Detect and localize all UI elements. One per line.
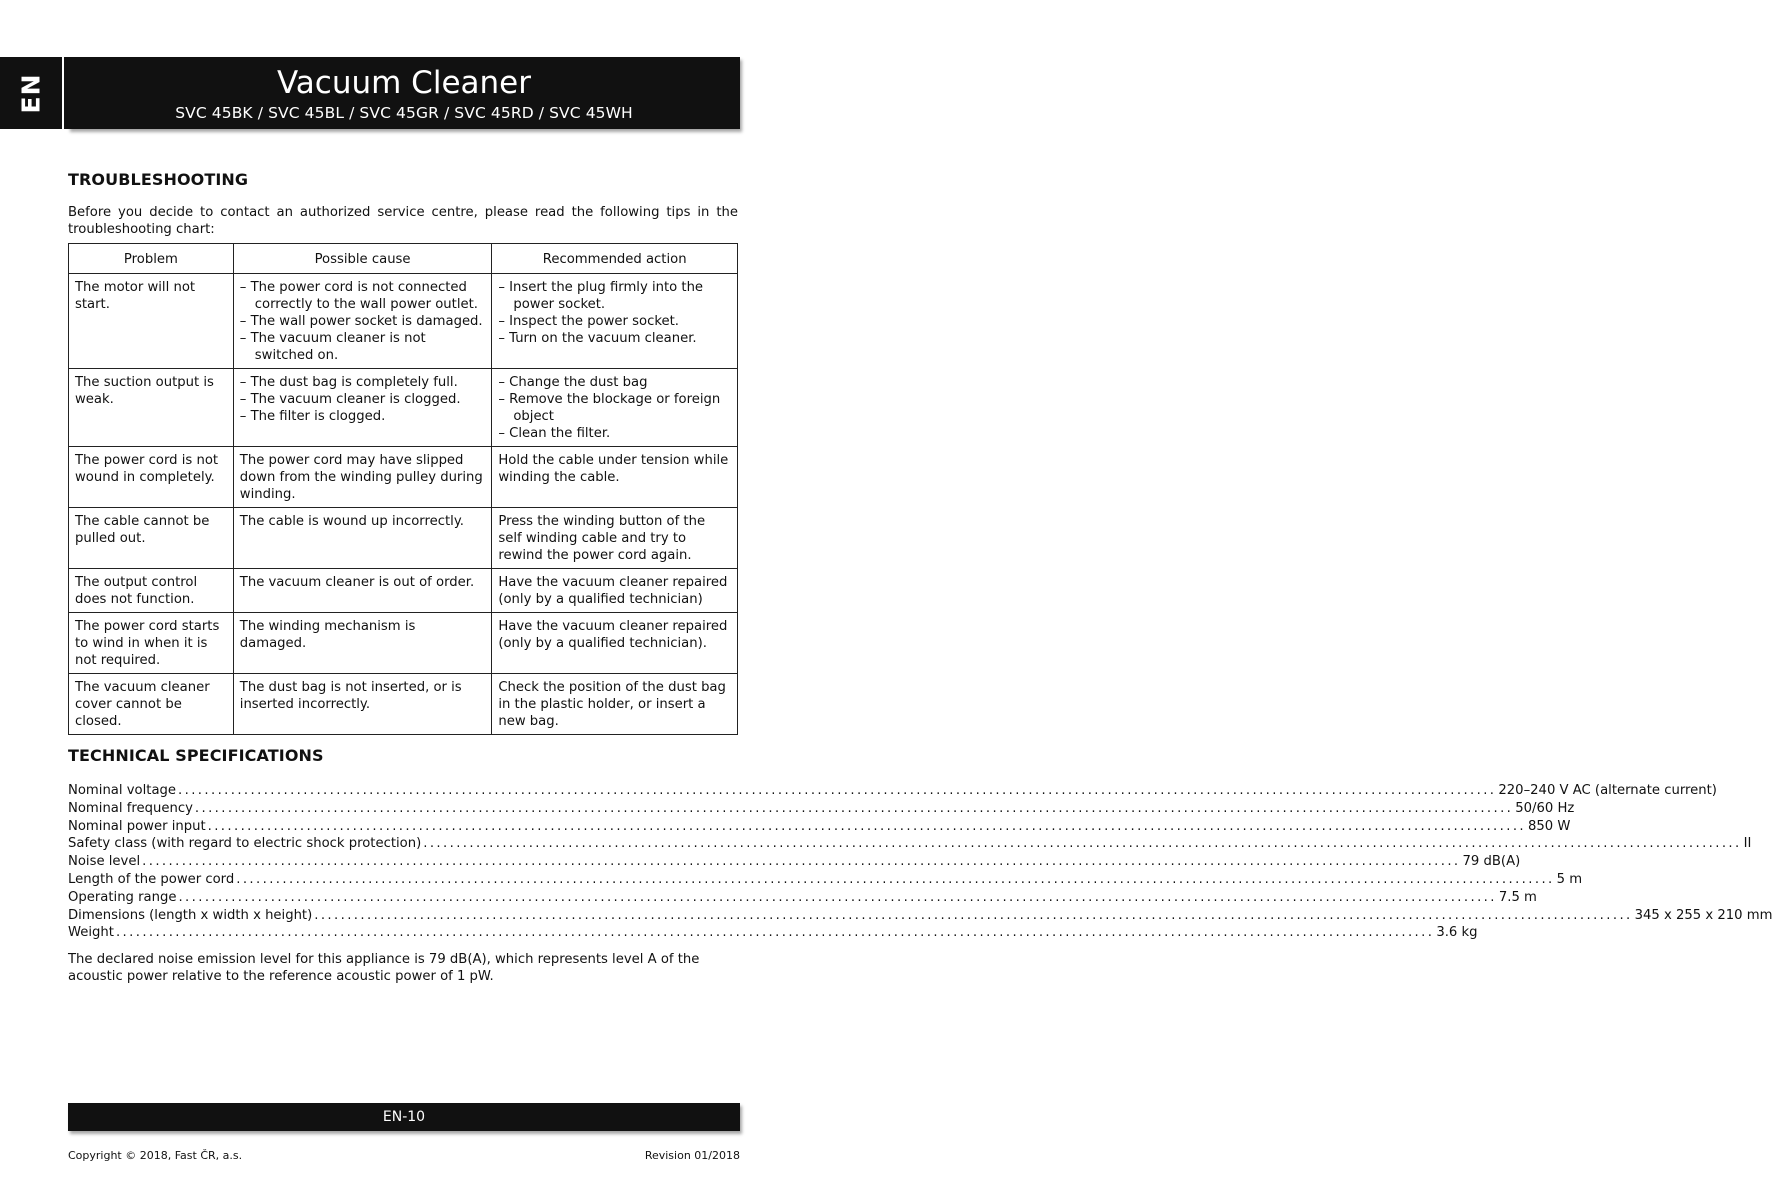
spec-row [68,889,1537,907]
cause-cell: The winding mechanism is damaged. [233,613,492,674]
spec-row [68,853,1521,871]
leader-dots: ........................................................................................................................................................................................................ [194,800,1514,816]
table-row [69,447,738,508]
leader-dots: ........................................................................................................................................................................................................ [142,854,1461,870]
spec-label: Nominal frequency [68,800,193,816]
cause-item: – The vacuum cleaner is not switched on. [239,331,426,363]
specifications-heading: TECHNICAL SPECIFICATIONS [68,746,324,765]
action-cell [492,369,738,447]
column-header-cause: Possible cause [233,244,492,274]
action-cell: Press the winding button of the self winding cable and try to rewind the power cord again. [492,508,738,569]
table-row [69,613,738,674]
page-number-bar [68,1103,740,1131]
troubleshooting-intro: Before you decide to contact an authorized service centre, please read the following tips in the troubleshooting chart: [68,205,738,237]
action-cell: Hold the cable under tension while winding the cable. [492,447,738,508]
problem-cell: The power cord starts to wind in when it is not required. [69,613,234,674]
problem-cell: The power cord is not wound in completely. [69,447,234,508]
model-list: SVC 45BK / SVC 45BL / SVC 45GR / SVC 45RD / SVC 45WH [175,104,633,122]
page-number: EN-10 [382,1109,426,1125]
document-title: Vacuum Cleaner [277,65,531,101]
action-cell: Have the vacuum cleaner repaired (only by a qualified technician) [492,569,738,613]
spec-value: 345 x 255 x 210 mm [1634,907,1772,923]
spec-row [68,907,1772,925]
action-item: – Clean the filter. [498,426,611,441]
spec-value: 5 m [1556,871,1583,887]
cause-cell: The cable is wound up incorrectly. [233,508,492,569]
action-cell: Have the vacuum cleaner repaired (only by a qualified technician). [492,613,738,674]
problem-cell: The output control does not function. [69,569,234,613]
problem-cell: The suction output is weak. [69,369,234,447]
spec-row [68,835,1752,853]
table-row [69,674,738,735]
column-header-action: Recommended action [492,244,738,274]
cause-cell [233,369,492,447]
action-cell: Check the position of the dust bag in the plastic holder, or insert a new bag. [492,674,738,735]
action-cell [492,274,738,369]
problem-cell: The vacuum cleaner cover cannot be closed. [69,674,234,735]
spec-value: 220–240 V AC (alternate current) [1498,783,1717,798]
leader-dots: ........................................................................................................................................................................................................ [423,836,1742,852]
spec-value: 79 dB(A) [1462,854,1521,870]
specifications-list [68,782,1772,942]
spec-value: II [1743,836,1752,852]
spec-label: Safety class (with regard to electric shock protection) [68,836,422,852]
cause-cell: The dust bag is not inserted, or is inserted incorrectly. [233,674,492,735]
cause-item: – The vacuum cleaner is clogged. [239,392,461,407]
cause-cell: The vacuum cleaner is out of order. [233,569,492,613]
cause-item: – The power cord is not connected correctly to the wall power outlet. [239,280,478,312]
copyright-text: Copyright © 2018, Fast ČR, a.s. [68,1149,243,1162]
revision-text: Revision 01/2018 [644,1149,740,1162]
action-item: – Remove the blockage or foreign object [498,392,721,424]
troubleshooting-table [68,243,738,735]
spec-row [68,924,1478,942]
language-tab [0,57,62,129]
spec-row [68,782,1717,800]
title-banner [68,57,740,129]
spec-label: Weight [68,925,114,941]
cause-cell [233,274,492,369]
spec-row [68,871,1583,889]
problem-cell: The motor will not start. [69,274,234,369]
table-row [69,274,738,369]
cause-item: – The dust bag is completely full. [239,375,458,390]
table-row [69,508,738,569]
spec-value: 3.6 kg [1436,925,1478,941]
leader-dots: ........................................................................................................................................................................................................ [178,783,1497,798]
spec-value: 850 W [1528,818,1571,834]
table-row [69,569,738,613]
leader-dots: ........................................................................................................................................................................................................ [314,907,1633,923]
leader-dots: ........................................................................................................................................................................................................ [115,925,1435,941]
spec-row [68,818,1571,836]
problem-cell: The cable cannot be pulled out. [69,508,234,569]
language-code: EN [16,72,46,114]
spec-value: 50/60 Hz [1515,800,1575,816]
cause-cell: The power cord may have slipped down from the winding pulley during winding. [233,447,492,508]
spec-value: 7.5 m [1498,889,1537,905]
leader-dots: ........................................................................................................................................................................................................ [207,818,1527,834]
column-header-problem: Problem [69,244,234,274]
spec-label: Noise level [68,854,141,870]
table-row [69,369,738,447]
cause-item: – The filter is clogged. [239,409,386,424]
leader-dots: ........................................................................................................................................................................................................ [236,871,1555,887]
noise-declaration-note: The declared noise emission level for this appliance is 79 dB(A), which represents level A of the acoustic power relative to the reference acoustic power of 1 pW. [68,952,700,984]
action-item: – Inspect the power socket. [498,314,679,329]
cause-item: – The wall power socket is damaged. [239,314,483,329]
action-item: – Change the dust bag [498,375,648,390]
troubleshooting-heading: TROUBLESHOOTING [68,170,249,189]
spec-row [68,800,1575,818]
spec-label: Nominal voltage [68,783,177,798]
leader-dots: ........................................................................................................................................................................................................ [178,889,1497,905]
action-item: – Turn on the vacuum cleaner. [498,331,697,346]
table-header-row [69,244,738,274]
spec-label: Dimensions (length x width x height) [68,907,313,923]
spec-label: Nominal power input [68,818,206,834]
action-item: – Insert the plug firmly into the power socket. [498,280,704,312]
spec-label: Operating range [68,889,177,905]
spec-label: Length of the power cord [68,871,235,887]
